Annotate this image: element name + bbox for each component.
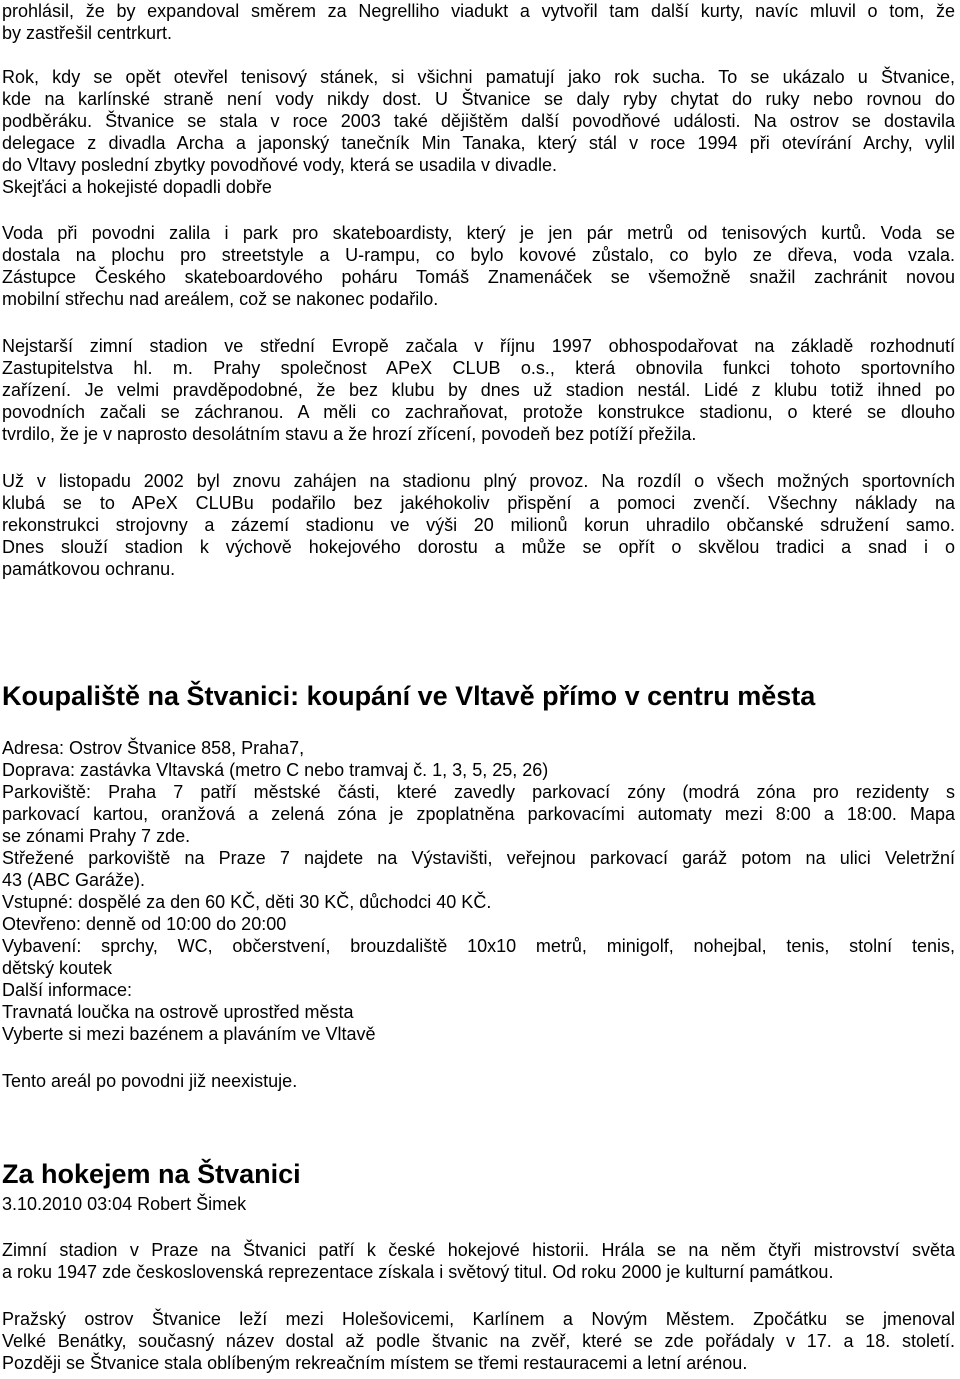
info-line: Adresa: Ostrov Štvanice 858, Praha7, [2,738,305,758]
info-line: Travnatá loučka na ostrově uprostřed města [2,1002,354,1022]
text-line: zařízení. Je velmi pravděpodobné, že bez klubu by dnes už stadion nestál. Lidé z klubu totiž ihned po [2,380,955,400]
text-line: a roku 1947 zde československá reprezentace získala i světový titul. Od roku 2000 je kulturní památkou. [2,1262,834,1282]
info-line: Doprava: zastávka Vltavská (metro C nebo tramvaj č. 1, 3, 5, 25, 26) [2,760,549,780]
text-line: Už v listopadu 2002 byl znovu zahájen na stadionu plný provoz. Na rozdíl o všech možných sportovních [2,471,955,491]
info-line: parkovací kartou, oranžová a zelená zóna je zpoplatněna parkovacími automaty mezi 8:00 a 18:00. Mapa [2,804,955,824]
text-line: Zástupce Českého skateboardového poháru Tomáš Znamenáček se všemožně snažil zachránit novou [2,267,955,287]
text-line: Dnes slouží stadion k výchově hokejového dorostu a může se opřít o skvělou tradici a snad i o [2,537,955,557]
section-heading-koupaliste: Koupaliště na Štvanici: koupání ve Vltavě přímo v centru města [2,681,816,711]
text-line: dostala na plochu pro streetstyle a U-rampu, co bylo kovové zůstalo, co bylo ze dřeva, voda vzala. [2,245,955,265]
text-line: Rok, kdy se opět otevřel tenisový stánek, si všichni pamatují jako rok sucha. To se ukázalo u Štvanice, [2,67,955,87]
text-line: mobilní střechu nad areálem, což se nakonec podařilo. [2,289,439,309]
text-line: tvrdilo, že je v naprosto desolátním stavu a že hrozí zřícení, povodeň bez potíží přežila. [2,424,697,444]
info-line: 43 (ABC Garáže). [2,870,146,890]
text-line: kde na karlínské straně není vody nikdy dost. U Štvanice se daly ryby chytat do ruky nebo rovnou do [2,89,955,109]
text-line: rekonstrukci strojovny a zázemí stadionu ve výši 20 milionů korun uhradilo občanské sdružení samo. [2,515,955,535]
info-line: Další informace: [2,980,133,1000]
text-line: Nejstarší zimní stadion ve střední Evropě začala v říjnu 1997 obhospodařovat na základě rozhodnutí [2,336,955,356]
text-line: podběráku. Štvanice se stala v roce 2003 také dějištěm další povodňové události. Na ostrov se dostavila [2,111,955,131]
text-line: Později se Štvanice stala oblíbeným rekreačním místem se třemi restauracemi a letní arénou. [2,1353,748,1373]
text-line: Pražský ostrov Štvanice leží mezi Holešovicemi, Karlínem a Novým Městem. Zpočátku se jmenoval [2,1309,955,1329]
text-line: prohlásil, že by expandoval směrem za Negrelliho viadukt a vytvořil tam další kurty, navíc mluvil o tom, že [2,1,955,21]
text-line: památkovou ochranu. [2,559,176,579]
info-line: Vybavení: sprchy, WC, občerstvení, brouzdaliště 10x10 metrů, minigolf, nohejbal, tenis, stolní tenis, [2,936,955,956]
info-line: dětský koutek [2,958,113,978]
info-line: Střežené parkoviště na Praze 7 najdete na Výstavišti, veřejnou parkovací garáž potom na ulici Veletržní [2,848,955,868]
info-line: Vstupné: dospělé za den 60 KČ, děti 30 KČ, důchodci 40 KČ. [2,892,492,912]
text-line: delegace z divadla Archa a japonský tanečník Min Tanaka, který stál v roce 1994 při otevírání Archy, vylil [2,133,955,153]
text-line: Voda při povodni zalila i park pro skateboardisty, který je jen pár metrů od tenisových kurtů. Voda se [2,223,955,243]
text-line: Velké Benátky, současný název dostal až podle štvanic na zvěř, které se zde pořádaly v 17. a 18. století. [2,1331,955,1351]
text-line: povodních začali se záchranou. A měli co zachraňovat, protože konstrukce stadionu, o které se dlouho [2,402,955,422]
text-line: by zastřešil centrkurt. [2,23,173,43]
text-line: Zastupitelstva hl. m. Prahy společnost APeX CLUB o.s., která obnovila funkci tohoto sportovního [2,358,955,378]
info-line: Vyberte si mezi bazénem a plaváním ve Vltavě [2,1024,376,1044]
text-line: klubá se to APeX CLUBu podařilo bez jakéhokoliv přispění a pomoci zvenčí. Všechny náklady na [2,493,955,513]
info-line: se zónami Prahy 7 zde. [2,826,191,846]
text-line: do Vltavy poslední zbytky povodňové vody, která se usadila v divadle. [2,155,557,175]
info-line: Tento areál po povodni již neexistuje. [2,1071,298,1091]
section-heading-hokej: Za hokejem na Štvanici [2,1159,301,1189]
info-line: Parkoviště: Praha 7 patří městské části, které zavedly parkovací zóny (modrá zóna pro rezidenty s [2,782,955,802]
article-meta: 3.10.2010 03:04 Robert Šimek [2,1194,247,1214]
text-line: Zimní stadion v Praze na Štvanici patří k české hokejové historii. Hrála se na něm čtyři mistrovství světa [2,1240,955,1260]
subheading-line: Skejťáci a hokejisté dopadli dobře [2,177,272,197]
info-line: Otevřeno: denně od 10:00 do 20:00 [2,914,287,934]
